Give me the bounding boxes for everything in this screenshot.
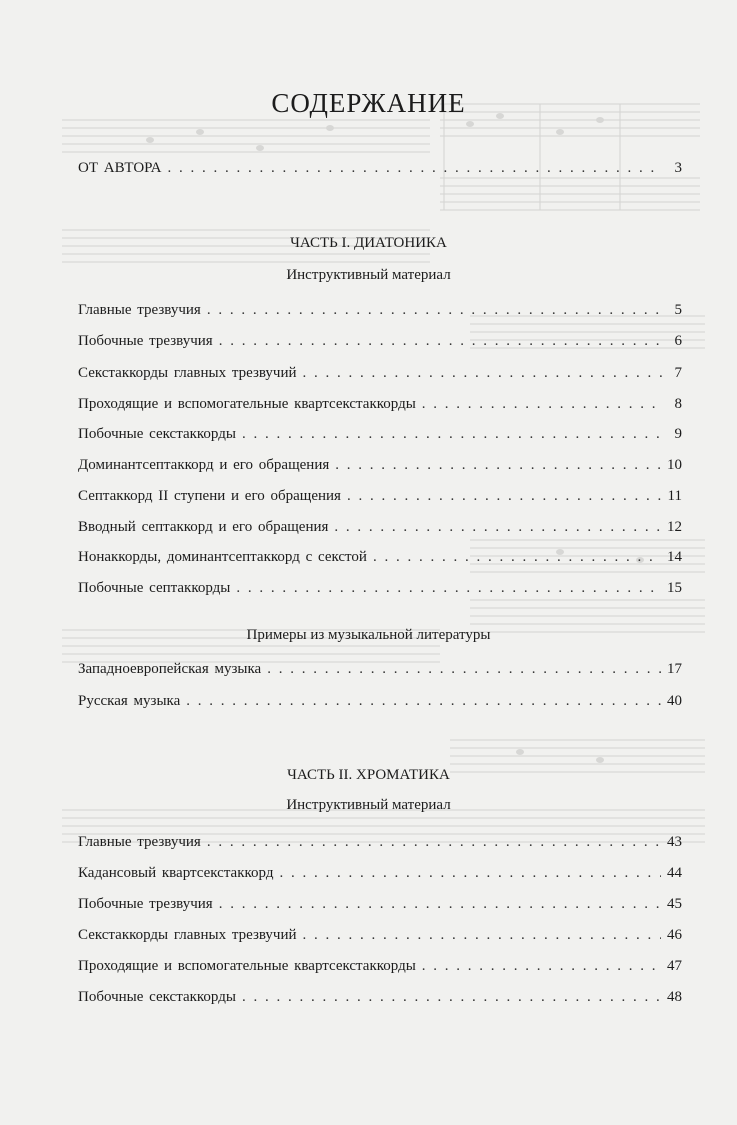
toc-entry [78,302,682,326]
toc-entry [78,693,682,717]
dot-leader [242,426,662,443]
page-title: СОДЕРЖАНИЕ [271,88,466,118]
dot-leader [242,989,661,1006]
toc-entry-page: 46 [667,927,682,943]
toc-entry-label: Кадансовый квартсекстаккорд [78,865,274,881]
toc-entry-page: 3 [674,160,682,176]
toc-entry-page: 44 [667,865,682,881]
dot-leader [207,834,661,851]
dot-leader [279,865,661,882]
toc-entry-page: 43 [667,834,682,850]
toc-entry-label: Побочные трезвучия [78,333,213,349]
dot-leader [334,519,661,536]
dot-leader [303,365,662,382]
part1-heading: ЧАСТЬ I. ДИАТОНИКА [290,235,447,251]
toc-entry [78,865,682,889]
toc-entry [78,396,682,420]
dot-leader [186,693,661,710]
dot-leader [373,549,661,566]
toc-entry-label: Побочные секстаккорды [78,989,236,1005]
toc-entry [78,834,682,858]
toc-entry [78,580,682,604]
toc-entry-label: Побочные секстаккорды [78,426,236,442]
toc-entry-page: 45 [667,896,682,912]
toc-entry-page: 10 [667,457,682,473]
toc-entry-page: 14 [667,549,682,565]
dot-leader [219,896,661,913]
toc-entry [78,488,682,512]
toc-entry [78,661,682,685]
dot-leader [422,958,661,975]
toc-entry-page: 9 [674,426,682,442]
toc-entry-page: 48 [667,989,682,1005]
toc-entry-page: 17 [667,661,682,677]
dot-leader [347,488,662,505]
dot-leader [267,661,661,678]
toc-entry-page: 7 [674,365,682,381]
toc-entry-page: 47 [667,958,682,974]
toc-entry [78,549,682,573]
toc-entry-label: Вводный септаккорд и его обращения [78,519,329,535]
toc-entry-label: Побочные трезвучия [78,896,213,912]
toc-entry-label: Главные трезвучия [78,302,201,318]
dot-leader [303,927,661,944]
toc-entry-label: Секстаккорды главных трезвучий [78,365,297,381]
toc-entry-label: Септаккорд II ступени и его обращения [78,488,341,504]
dot-leader [236,580,661,597]
part1-section1-heading: Инструктивный материал [286,267,451,283]
toc-entry [78,519,682,543]
toc-entry-label: Проходящие и вспомогательные квартсекстаккорды [78,396,416,412]
toc-entry-label: Нонаккорды, доминантсептаккорд с секстой [78,549,367,565]
dot-leader [335,457,661,474]
toc-entry-intro [78,160,682,184]
toc-entry-label: ОТ АВТОРА [78,160,162,176]
toc-entry [78,989,682,1013]
toc-entry-page: 11 [667,488,682,504]
toc-entry [78,927,682,951]
toc-entry-page: 40 [667,693,682,709]
toc-entry-page: 8 [674,396,682,412]
toc-entry [78,457,682,481]
toc-entry [78,958,682,982]
toc-entry-label: Доминантсептаккорд и его обращения [78,457,330,473]
toc-entry [78,333,682,357]
toc-entry-label: Русская музыка [78,693,181,709]
part1-section2-heading: Примеры из музыкальной литературы [246,627,491,643]
dot-leader [422,396,662,413]
dot-leader [167,160,662,177]
toc-entry [78,896,682,920]
toc-entry-page: 6 [674,333,682,349]
toc-entry-page: 5 [674,302,682,318]
toc-entry-label: Главные трезвучия [78,834,201,850]
toc-entry-label: Западноевропейская музыка [78,661,262,677]
toc-entry [78,365,682,389]
part2-heading: ЧАСТЬ II. ХРОМАТИКА [287,767,450,783]
toc-entry [78,426,682,450]
dot-leader [207,302,662,319]
toc-entry-label: Побочные септаккорды [78,580,231,596]
toc-entry-label: Проходящие и вспомогательные квартсекстаккорды [78,958,416,974]
toc-entry-page: 15 [667,580,682,596]
dot-leader [219,333,662,350]
toc-entry-page: 12 [667,519,682,535]
toc-entry-label: Секстаккорды главных трезвучий [78,927,297,943]
part2-section1-heading: Инструктивный материал [286,797,451,813]
